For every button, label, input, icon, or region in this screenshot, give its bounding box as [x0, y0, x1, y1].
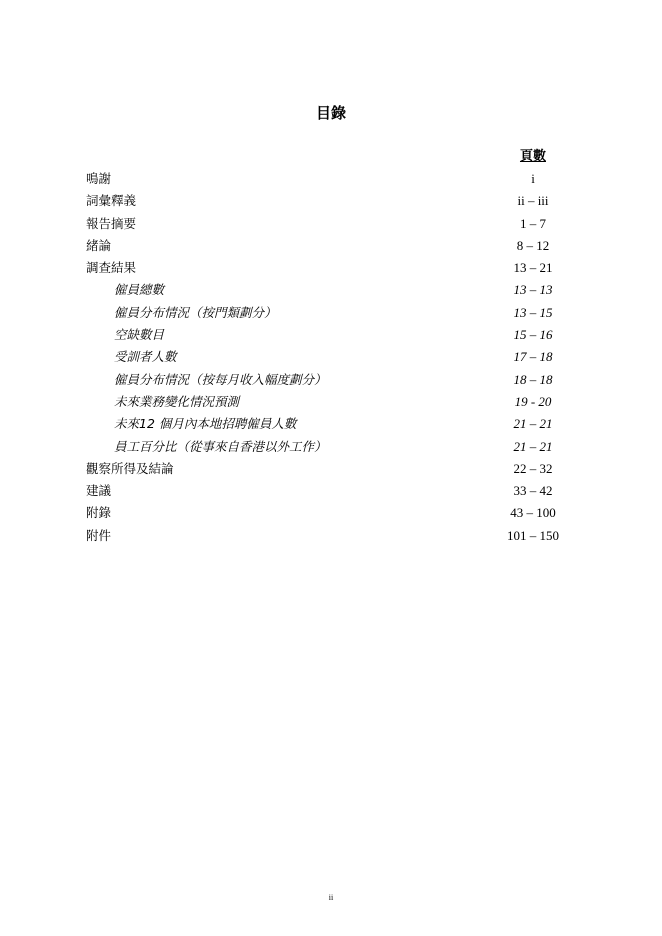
- toc-subentry: [86, 413, 586, 435]
- toc-entry-label: 觀察所得及結論: [86, 460, 174, 476]
- toc-entry: [86, 235, 586, 257]
- toc-entry-pages: 101 – 150: [507, 527, 559, 543]
- toc-subentry-label: 僱員總數: [114, 282, 165, 298]
- toc-subentry: [86, 391, 586, 413]
- toc-entry-pages: 33 – 42: [513, 483, 553, 499]
- toc-entry-pages: i: [531, 171, 535, 186]
- toc-subentry: [86, 369, 586, 391]
- toc-entry-label: 建議: [86, 483, 112, 499]
- toc-subentry-pages: 21 – 21: [513, 416, 553, 432]
- toc-entry: [86, 168, 586, 190]
- toc-entry-label: 緒論: [86, 237, 112, 253]
- toc-entry-label: 附件: [86, 527, 112, 543]
- toc-subentry: [86, 279, 586, 301]
- toc-entry: [86, 480, 586, 502]
- toc-entry-label: 調查結果: [86, 260, 137, 276]
- toc-subentry-label: 受訓者人數: [114, 349, 177, 365]
- toc-entry-label: 詞彙釋義: [86, 193, 137, 209]
- toc-subentry-label: 僱員分布情況（按門類劃分）: [114, 304, 277, 320]
- page-column-header: 頁數: [519, 149, 546, 164]
- toc-subentry-pages: 18 – 18: [513, 371, 553, 387]
- toc-subentry: [86, 436, 586, 458]
- toc-subentry-pages: 17 – 18: [513, 349, 553, 365]
- toc-entry: [86, 257, 586, 279]
- toc-subentry-pages: 15 – 16: [513, 327, 553, 343]
- page-title: 目錄: [315, 104, 346, 122]
- toc-entry-pages: 1 – 7: [520, 215, 546, 231]
- toc-subentry-label: 僱員分布情況（按每月收入幅度劃分）: [114, 371, 327, 387]
- toc-subentry-pages: 13 – 15: [513, 304, 553, 320]
- toc-entry-pages: 13 – 21: [513, 260, 553, 276]
- toc-entry-pages: 22 – 32: [513, 460, 553, 476]
- toc-entry-pages: 8 – 12: [516, 237, 550, 253]
- toc-entry: [86, 190, 586, 212]
- toc-subentry-label: 未來12 個月內本地招聘僱員人數: [114, 416, 297, 432]
- toc-entry-label: 報告摘要: [86, 215, 137, 231]
- toc-subentry-pages: 21 – 21: [513, 438, 553, 454]
- toc-entry-pages: 43 – 100: [510, 505, 556, 521]
- toc-subentry-pages: 13 – 13: [513, 282, 553, 298]
- toc-entry: [86, 213, 586, 235]
- toc-entry: [86, 502, 586, 524]
- table-of-contents: [86, 168, 586, 547]
- toc-subentry: [86, 346, 586, 368]
- toc-entry: [86, 525, 586, 547]
- toc-entry-label: 附錄: [86, 505, 112, 521]
- toc-subentry: [86, 324, 586, 346]
- toc-entry: [86, 458, 586, 480]
- toc-subentry: [86, 302, 586, 324]
- toc-subentry-pages: 19 - 20: [514, 393, 552, 409]
- toc-subentry-label: 未來業務變化情況預測: [114, 393, 240, 409]
- toc-subentry-label: 員工百分比（從事來自香港以外工作）: [114, 438, 327, 454]
- toc-subentry-label: 空缺數目: [114, 327, 165, 343]
- toc-entry-label: 鳴謝: [86, 171, 112, 186]
- footer-page-number: ii: [328, 893, 334, 902]
- toc-entry-pages: ii – iii: [517, 193, 549, 209]
